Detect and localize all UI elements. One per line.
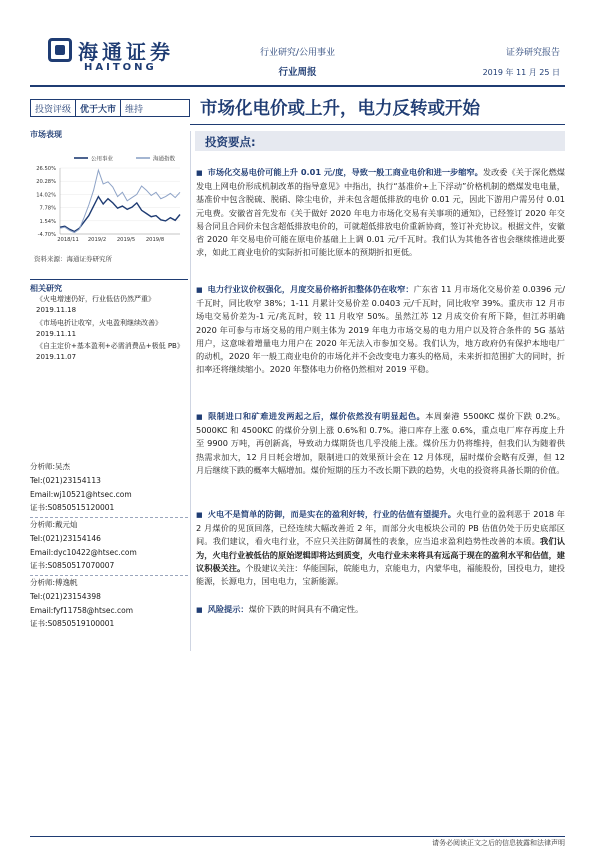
series-line [60, 170, 180, 232]
y-tick-label: -4.70% [37, 232, 56, 238]
analyst-tel: Tel:(021)23154146 [30, 533, 101, 543]
bullet-icon: ■ [196, 606, 203, 614]
rating-label: 投资评级 [31, 100, 76, 116]
chart-x-axis [57, 234, 180, 243]
related-heading: 相关研究 [30, 284, 62, 293]
column-divider [190, 131, 191, 651]
analyst-block [30, 576, 188, 631]
market-heading: 市场表现 [30, 130, 62, 139]
analyst-tel: Tel:(021)23154113 [30, 475, 101, 485]
report-category: 行业研究/公用事业 [259, 48, 336, 58]
key-point-body: 火电行业的盈利恶于 2018 年 2 月煤价的见顶回落，已经连续大幅改善近 2 年，而部分火电板块公司的 PB 估值仍处于历史底部区间。我们建议，看火电行业，不应只关注防御属性的表象，应当追求盈利趋势性改善的本质。 [196, 509, 565, 547]
analyst-name: 分析师:戴元灿 [30, 520, 78, 529]
key-point-bold: 我们认为，火电行业被低估的原始逻辑即将达到质变，火电行业未来将具有远高于现在的盈利水平和估值，建议积极关注。 [196, 536, 565, 573]
related-item-date: 2019.11.11 [36, 330, 77, 338]
related-item-title: 《自主定价+基本盈利+必需消费品+极低 PB》 [36, 342, 184, 350]
analyst-email[interactable]: Email:wj10521@htsec.com [30, 489, 132, 499]
y-tick-label: 1.54% [39, 218, 56, 225]
analyst-email[interactable]: Email:fyf11758@htsec.com [30, 605, 134, 615]
related-item[interactable] [36, 294, 188, 316]
analyst-tel: Tel:(021)23154398 [30, 591, 101, 601]
key-points-heading: 投资要点: [205, 135, 256, 149]
chart-source: 资料来源：海通证券研究所 [34, 255, 112, 263]
key-point-body: 个股建议关注：华能国际，皖能电力，京能电力，内蒙华电，福能股份，国投电力，建投能源，长源电力，国电电力，宝新能源。 [196, 562, 565, 587]
rating-value: 优于大市 [76, 100, 121, 116]
market-performance-chart [30, 148, 190, 252]
key-point-lead: 市场化交易电价可能上升 0.01 元/度，导致一般工商业电价和进一步缩窄。 [207, 167, 483, 177]
logo-cn-text: 海通证券 [78, 40, 174, 64]
chart-y-axis [36, 166, 180, 238]
bullet-icon: ■ [196, 511, 203, 519]
title-divider [190, 124, 565, 125]
related-item-title: 《火电增速仍好，行业低估仍然严重》 [36, 295, 155, 303]
x-tick-label: 2019/8 [145, 237, 165, 243]
related-item-date: 2019.11.07 [36, 353, 77, 361]
key-point-lead: 限制进口和矿难进发两起之后，煤价依然没有明显起色。 [208, 411, 426, 421]
analyst-cert: 证书:S0850517070007 [30, 561, 115, 571]
header-divider [30, 85, 565, 87]
key-point-3 [196, 410, 565, 477]
analyst-email[interactable]: Email:dyc10422@htsec.com [30, 547, 137, 557]
analyst-cert: 证书:S0850519100001 [30, 619, 115, 629]
related-item[interactable] [36, 341, 188, 363]
chart-legend [74, 155, 176, 163]
bullet-icon: ■ [196, 413, 204, 421]
analyst-cert: 证书:S0850515120001 [30, 503, 115, 513]
related-item-title: 《市场电折让收窄，火电盈利继续改善》 [36, 319, 162, 327]
legend-label: 海通指数 [153, 156, 176, 163]
left-divider [30, 279, 188, 280]
key-point-2 [196, 283, 565, 376]
report-label: 证券研究报告 [505, 48, 560, 58]
footer-divider [30, 836, 565, 837]
series-line [60, 197, 180, 232]
x-tick-label: 2019/2 [87, 237, 107, 243]
key-point-body: 煤价下跌的时间具有不确定性。 [248, 604, 364, 614]
analyst-name: 分析师:吴杰 [30, 462, 71, 471]
related-item[interactable] [36, 318, 188, 340]
rating-box [30, 99, 190, 117]
key-point-lead: 火电不是简单的防御，而是实在的盈利好转，行业的估值有望提升。 [207, 509, 457, 519]
logo-en-text: HAITONG [84, 62, 157, 73]
legend-label: 公用事业 [91, 156, 114, 163]
report-date: 2019 年 11 月 25 日 [482, 68, 560, 77]
key-point-body: 发改委《关于深化燃煤发电上网电价形成机制改革的指导意见》中指出，执行“基准价+上下浮动”价格机制的燃煤发电电量，基准价中包含脱硫、脱硝、除尘电价，并未包含超低排放的电价 0.01 元，因此下游用户需另付 0.01 元电费。安徽省首先发布《关于做好 2020 年电力市场化交易有关事项的通知》，已经签订 2020 年交易合同且合同价未包含超低排放电价的，可就超低排放电价重新协商，签订补充协议。根据文件，安徽省 2020 年交易电价可能在原电价基础上上调 0.01 元/千瓦时。我们认为其他各省也会继续推进此要求，如此工商业电价的实际折扣可能比原本的预期折扣更低。 [196, 167, 565, 258]
key-point-body: 本周秦港 5500KC 煤价下跌 0.2%。5000KC 和 4500KC 的煤价分别上涨 0.6%和 0.7%。港口库存上涨 0.6%，重点电厂库存再度上升至 9900 万吨，再创新高，导致动力煤期货也几乎没能上涨。煤价压力仍将维持，但我们认为随着供热需求加大，12 月日耗会增加，限制进口的效果预计会在 12 月体现，届时煤价会略有反弹，但 12 月后继续下跌的概率大幅增加。煤价短期的压力不改长期下跌的趋势，火电的投资将具备长期的价值。 [196, 411, 565, 475]
analyst-block [30, 460, 188, 515]
rating-change: 维持 [125, 104, 144, 115]
y-tick-label: 7.78% [39, 205, 56, 212]
bullet-icon: ■ [196, 169, 203, 177]
chart-lines [60, 170, 180, 232]
key-point-4 [196, 508, 565, 588]
x-tick-label: 2018/11 [57, 237, 79, 243]
related-item-date: 2019.11.18 [36, 306, 77, 314]
key-point-lead: 电力行业议价权强化，月度交易价格折扣整体仍在收窄： [207, 284, 414, 294]
key-point-1 [196, 166, 565, 259]
key-point-body: 广东省 11 月市场化交易价差 0.0396 元/千瓦时，同比收窄 38%；1-11 月累计交易价差 0.0403 元/千瓦时，同比收窄 39%。重庆市 12 月市场电交易价差为-1 元/兆瓦时，较 11 月收窄 50%。虽然江苏 12 月成交价有所下降，但江苏明确 2020 年可参与市场交易的用户则主体为 2019 年电力市场交易的电力用户以及符合条件的 5G 基站用户，这意味着增量电力用户在 2020 年无法入市参加交易。我们认为，地方政府仍有保护本地电厂的动机，2020 年一般工商业电价的市场化并不会改变电力寡头的格局，未来折扣范围扩大的同时，折扣率还将继续缩小。2020 年整体电力价格仍然相对 2019 平稳。 [196, 284, 565, 375]
y-tick-label: 26.50% [36, 166, 56, 172]
x-tick-label: 2019/5 [116, 237, 136, 243]
report-type: 行业周报 [278, 67, 317, 78]
y-tick-label: 14.02% [36, 192, 56, 199]
key-point-5 [196, 603, 565, 617]
page-title: 市场化电价或上升，电力反转或开始 [200, 99, 480, 119]
footer-disclaimer: 请务必阅读正文之后的信息披露和法律声明 [432, 839, 565, 847]
y-tick-label: 20.28% [36, 179, 56, 186]
analyst-block [30, 518, 188, 573]
key-point-lead: 风险提示： [207, 604, 249, 614]
bullet-icon: ■ [196, 286, 203, 294]
analyst-name: 分析师:傅逸帆 [30, 578, 78, 587]
